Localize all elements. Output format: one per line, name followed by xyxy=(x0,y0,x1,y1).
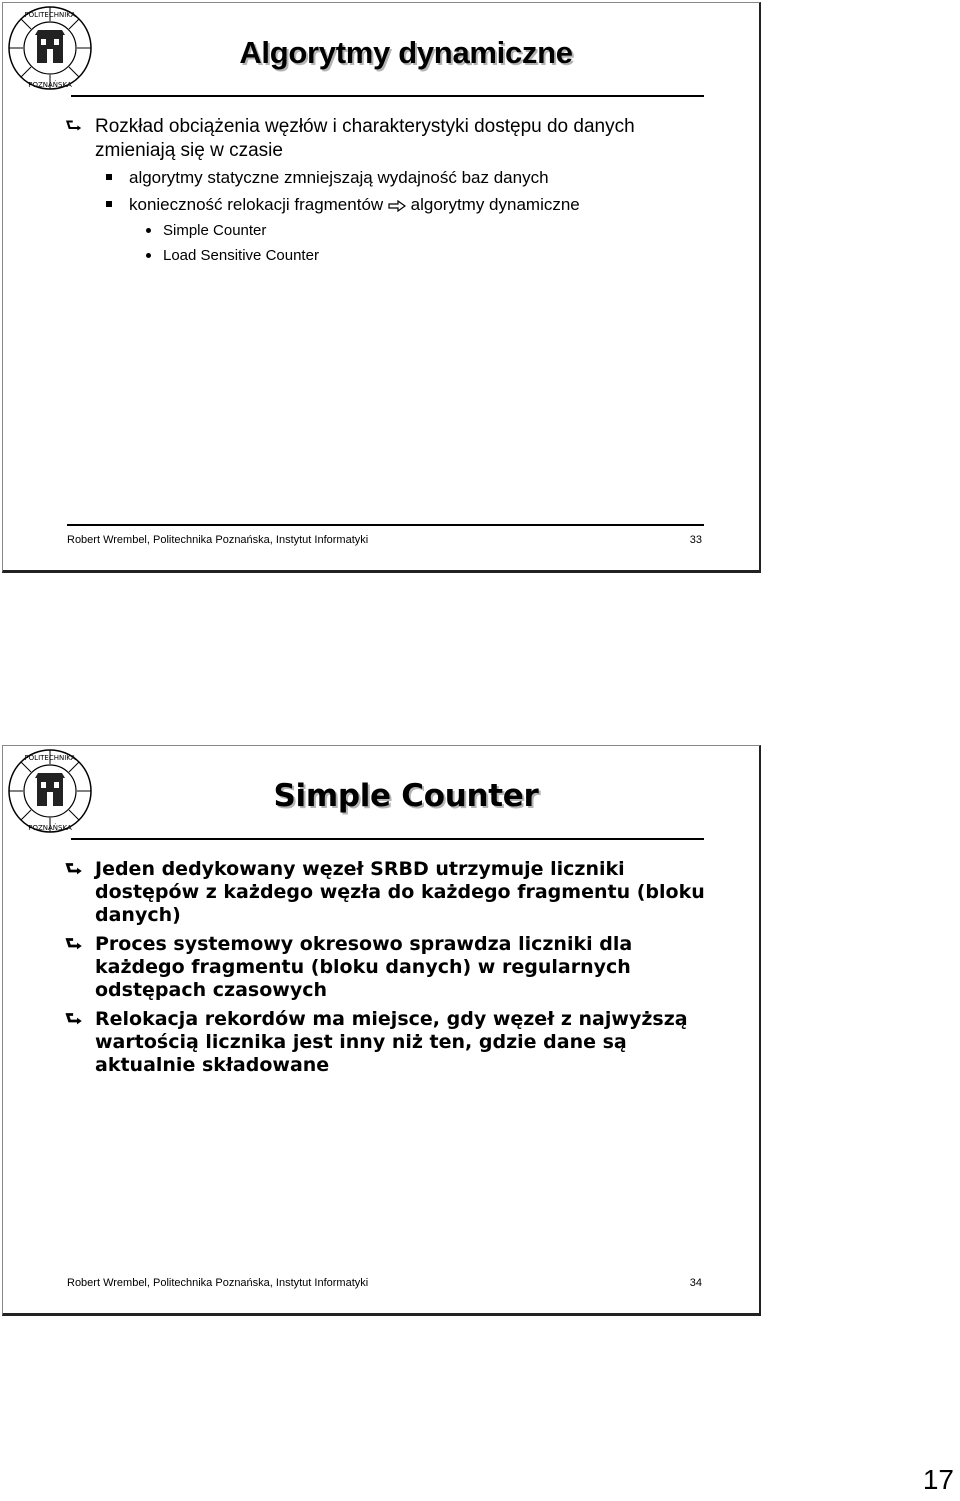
curved-arrow-icon: ⮑ xyxy=(65,1008,83,1030)
svg-text:POZNAŃSKA: POZNAŃSKA xyxy=(28,824,72,832)
slide-footer: Robert Wrembel, Politechnika Poznańska, Instytut Informatyki xyxy=(67,1277,369,1289)
slide-page-number: 33 xyxy=(689,534,702,546)
bullet-item: ⮑ Rozkład obciążenia węzłów i charakterystyki dostępu do danych zmieniają się w czasie xyxy=(65,116,635,161)
right-arrow-icon xyxy=(388,200,406,212)
title-divider xyxy=(71,95,704,97)
curved-arrow-icon: ⮑ xyxy=(65,858,83,880)
curved-arrow-icon: ⮑ xyxy=(65,933,83,955)
university-logo-icon xyxy=(7,5,93,91)
slide-footer: Robert Wrembel, Politechnika Poznańska, Instytut Informatyki xyxy=(67,534,369,546)
bullet-item: ⮑ Relokacja rekordów ma miejsce, gdy węzeł z najwyższą wartością licznika jest inny niż ten, gdzie dane są aktualnie składowane xyxy=(65,1008,688,1076)
sheet-page-number: 17 xyxy=(922,1464,954,1495)
slide-content xyxy=(65,858,719,1083)
sub-sub-bullet-item: Simple Counter xyxy=(65,220,719,242)
bullet-item: ⮑ Jeden dedykowany węzeł SRBD utrzymuje liczniki dostępów z każdego węzła do każdego fragmentu (bloku danych) xyxy=(65,858,705,926)
bullet-item: ⮑ Proces systemowy okresowo sprawdza liczniki dla każdego fragmentu (bloku danych) w regularnych odstępach czasowych xyxy=(65,933,633,1001)
slide-title: Simple Counter xyxy=(273,778,539,814)
svg-text:POZNAŃSKA: POZNAŃSKA xyxy=(28,81,72,89)
dot-bullet-icon xyxy=(146,253,151,258)
sub-bullet-item: konieczność relokacji fragmentów algorytmy dynamiczne xyxy=(65,193,719,216)
university-logo-icon xyxy=(7,748,93,834)
sub-bullet-item: algorytmy statyczne zmniejszają wydajność baz danych xyxy=(65,166,719,189)
slide-content xyxy=(65,115,719,270)
footer-divider xyxy=(67,524,704,526)
sub-sub-bullet-item: Load Sensitive Counter xyxy=(65,245,719,267)
svg-text:POLITECHNIKA: POLITECHNIKA xyxy=(24,754,76,762)
slide-page-number: 34 xyxy=(689,1277,702,1289)
title-divider xyxy=(71,838,704,840)
slide-33 xyxy=(2,2,761,573)
square-bullet-icon xyxy=(106,174,112,180)
dot-bullet-icon xyxy=(146,228,151,233)
curved-arrow-icon: ⮑ xyxy=(65,116,83,137)
slide-34 xyxy=(2,745,761,1316)
slide-title: Algorytmy dynamiczne xyxy=(239,35,573,70)
square-bullet-icon xyxy=(106,201,112,207)
svg-text:POLITECHNIKA: POLITECHNIKA xyxy=(24,11,76,19)
